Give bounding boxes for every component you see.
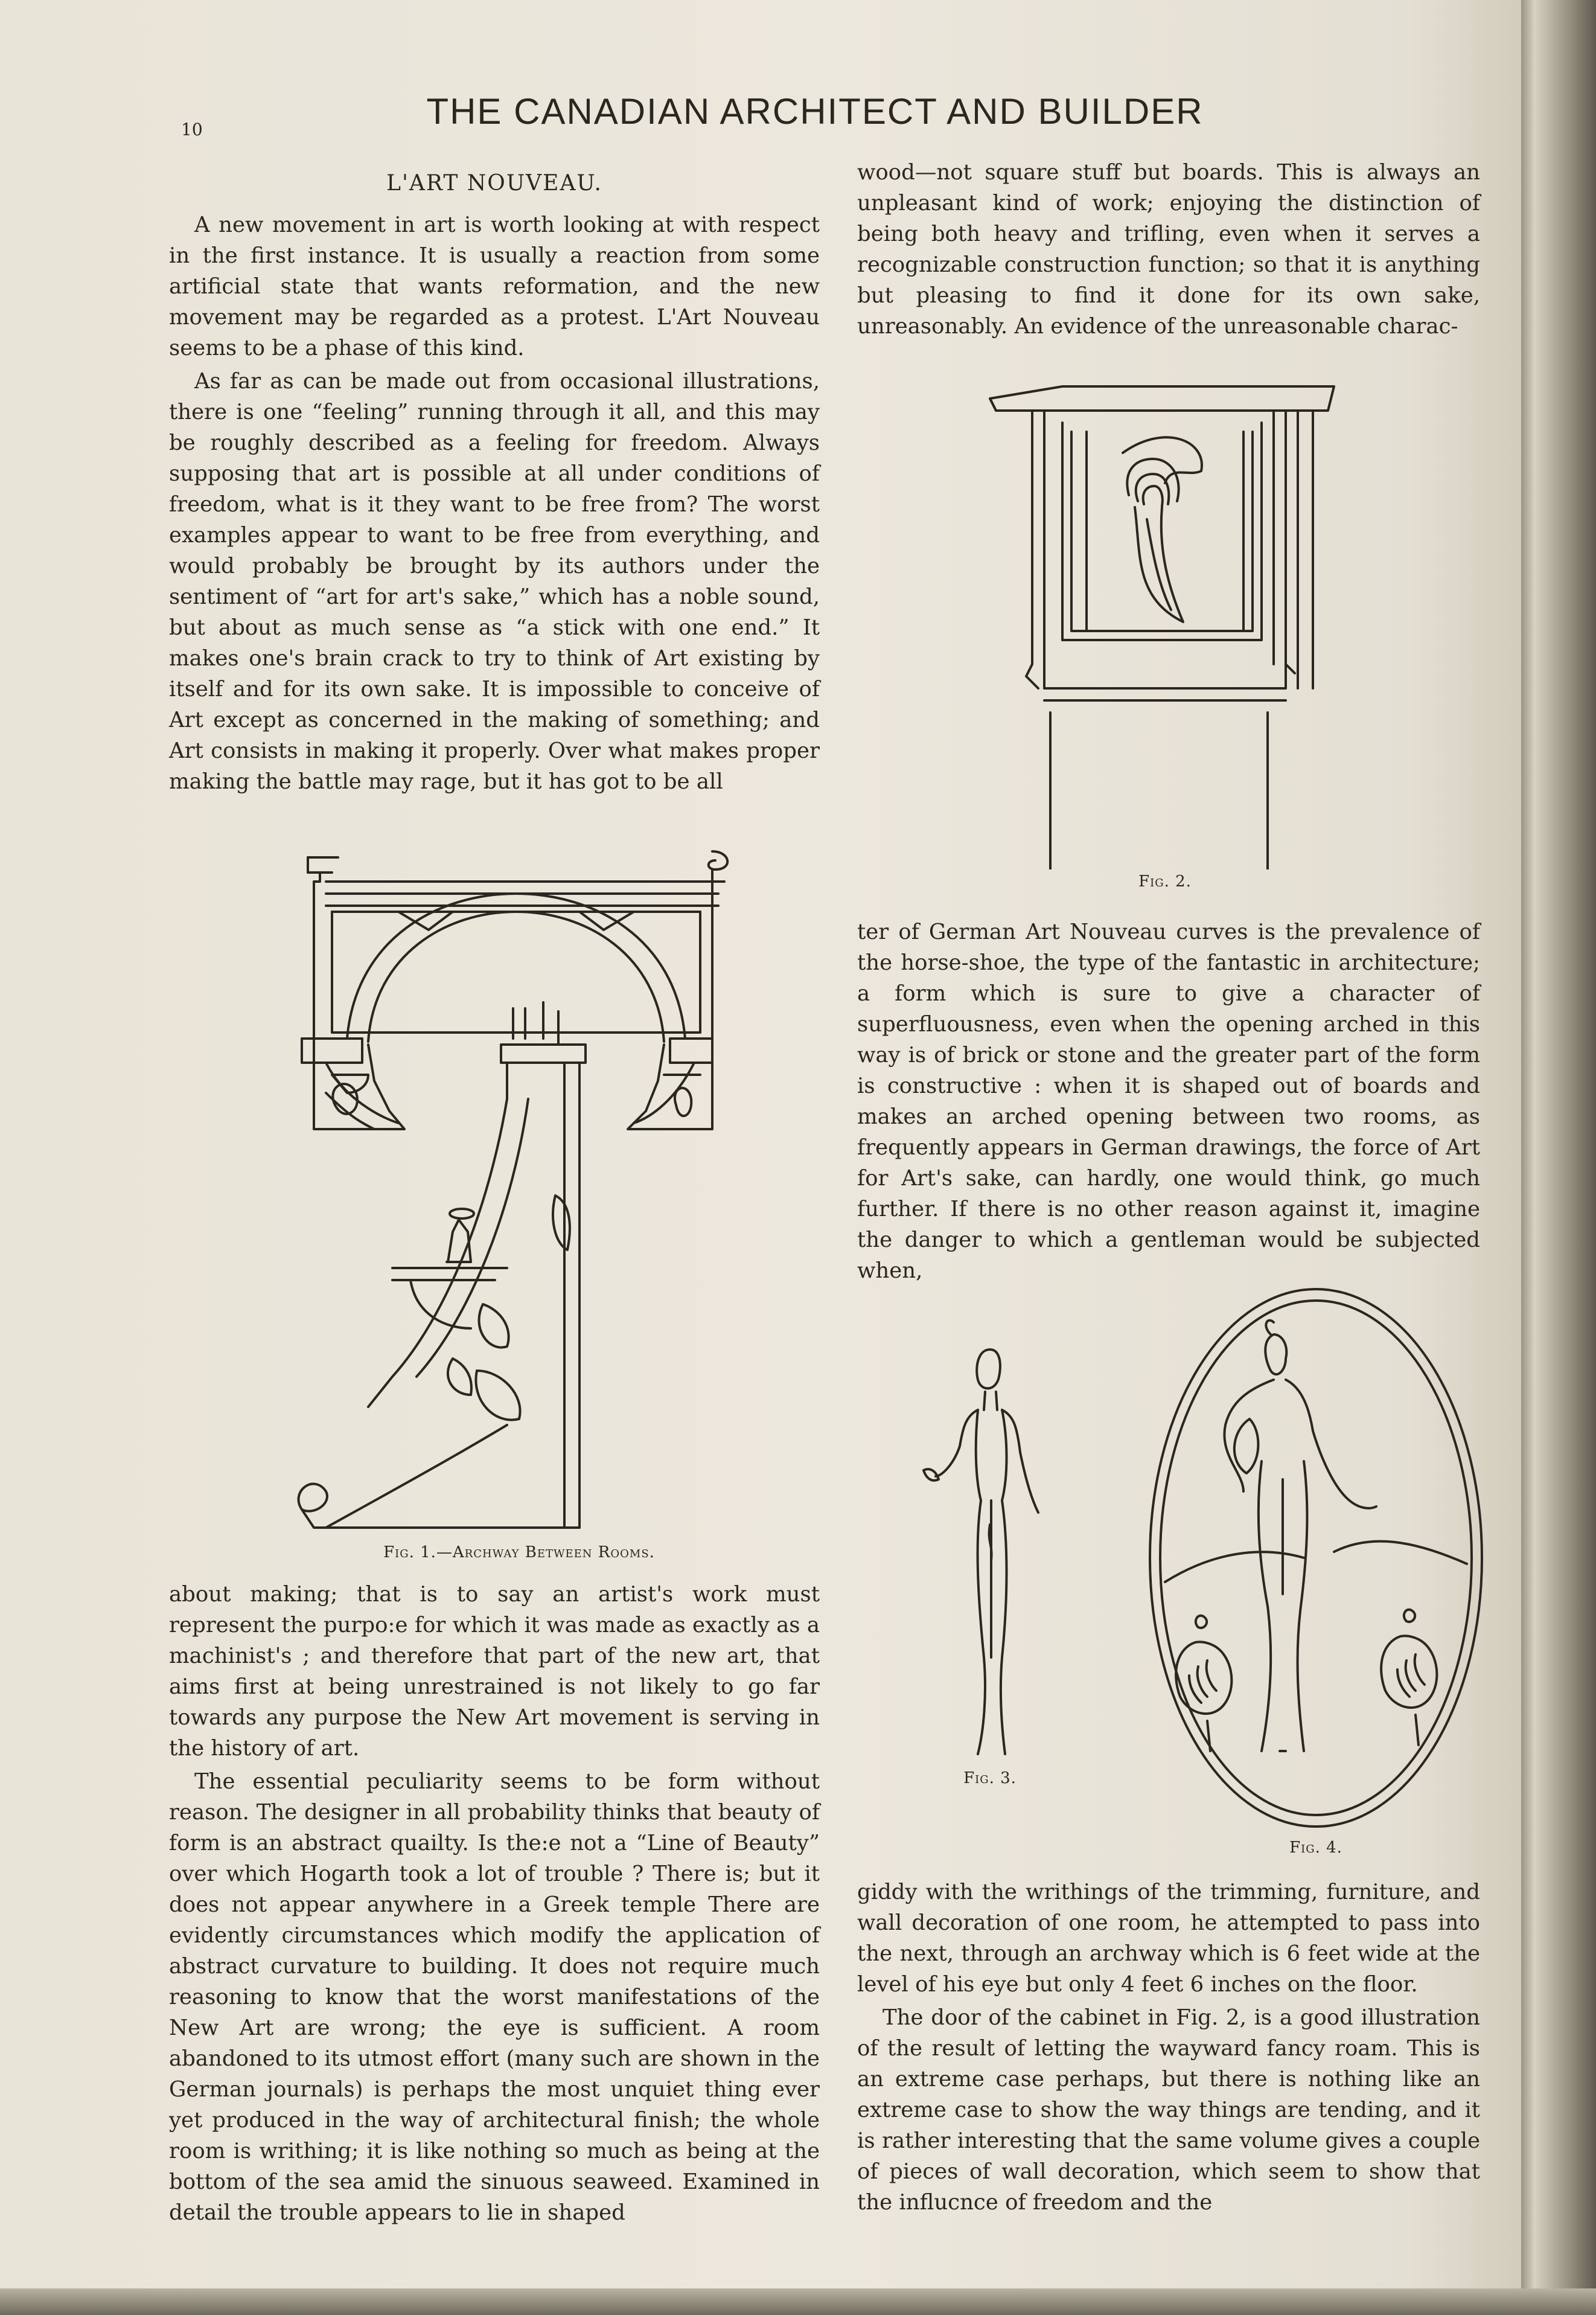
paragraph: The door of the cabinet in Fig. 2, is a good illustration of the result of letting the wayward fancy roam. This is an extreme case perhaps, but there is nothing like an extreme case to show the way things are tending, and it is rather interesting that the same volume gives a couple of pieces of wall decoration, which seem to show that the influcnce of freedom and the (857, 2005, 1480, 2215)
paragraph: The essential peculiarity seems to be form without reason. The designer in all probability thinks that beauty of form is an abstract quailty. Is the:e not a “Line of Beauty” over which Hogarth took a lot of trouble ? There is; but it does not appear anywhere in a Greek temple There are evidently circumstances which modify the application of abstract curvature to building. It does not require much reasoning to know that the worst manifestations of the New Art are wrong; the eye is sufficient. A room abandoned to its utmost effort (many such are shown in the German journals) is perhaps the most unquiet thing ever yet produced in the way of architectural finish; the whole room is writhing; it is like nothing so much as being at the bottom of the sea amid the sinuous seaweed. Examined in detail the trouble appears to lie in shaped (169, 1769, 820, 2225)
page-bottom-edge (0, 2288, 1596, 2315)
paragraph: about making; that is to say an artist's work must represent the purpo:e for which it was made as exactly as a machinist's ; and therefore that part of the new art, that aims first at being unrestrained is not likely to go far towards any purpose the New Art movement is serving in the history of art. (169, 1582, 820, 1761)
paragraph: ter of German Art Nouveau curves is the prevalence of the horse-shoe, the type of the fantastic in architecture; a form which is sure to give a character of superfluousness, even when the opening arched in this way is of brick or stone and the greater part of the form is constructive : when it is shaped out of boards and makes an arched opening between two rooms, as frequently appears in German drawings, the force of Art for Art's sake, can hardly, one would think, go much further. If there is no other reason against it, imagine the danger to which a gentleman would be subjected when, (857, 920, 1480, 1283)
running-title: THE CANADIAN ARCHITECT AND BUILDER (426, 91, 1204, 132)
right-column-middle (857, 917, 1480, 1289)
fig4-caption: Fig. 4. (1289, 1839, 1342, 1857)
fig1-archway-drawing (290, 845, 749, 1540)
fig3-figure-drawing (918, 1343, 1056, 1766)
fig2-cabinet-drawing (984, 374, 1346, 869)
paragraph: As far as can be made out from occasional illustrations, there is one “feeling” running through it all, and this may be roughly described as a feeling for freedom. Always supposing that art is possible at all under conditions of freedom, what is it they want to be free from? The worst examples appear to want to be free from everything, and would probably be brought by its authors under the sentiment of “art for art's sake,” which has a noble sound, but about as much sense as “a stick with one end.” It makes one's brain crack to try to think of Art existing by itself and for its own sake. It is impossible to conceive of Art except as concerned in the making of something; and Art consists in making it properly. Over what makes proper making the battle may rage, but it has got to be all (169, 369, 820, 794)
page-number: 10 (181, 120, 203, 139)
paragraph: giddy with the writhings of the trimming, furniture, and wall decoration of one room, he attempted to pass into the next, through an archway which is 6 feet wide at the level of his eye but only 4 feet 6 inches on the floor. (857, 1880, 1480, 1997)
fig2-caption: Fig. 2. (1138, 873, 1192, 891)
paragraph: wood—not square stuff but boards. This is always an unpleasant kind of work; enjoying the distinction of being both heavy and trifling, even when it serves a recognizable construction function; so that it is anything but pleasing to find it done for its own sake, unreasonably. An evidence of the unreasonable charac- (857, 160, 1480, 339)
right-column-bottom (857, 1877, 1480, 2220)
fig1-caption: Fig. 1.—Archway Between Rooms. (383, 1543, 655, 1561)
left-column-top (169, 168, 820, 799)
fig4-oval-panel-drawing (1141, 1280, 1491, 1836)
paragraph: A new movement in art is worth looking at with respect in the first instance. It is usually a reaction from some artificial state that wants reformation, and the new movement may be regarded as a protest. L'Art Nouveau seems to be a phase of this kind. (169, 213, 820, 360)
article-title: L'ART NOUVEAU. (386, 171, 602, 196)
left-column-bottom (169, 1579, 820, 2230)
fig3-caption: Fig. 3. (963, 1769, 1017, 1787)
right-column-top (857, 157, 1480, 344)
page-edge-shadow (1521, 0, 1596, 2315)
